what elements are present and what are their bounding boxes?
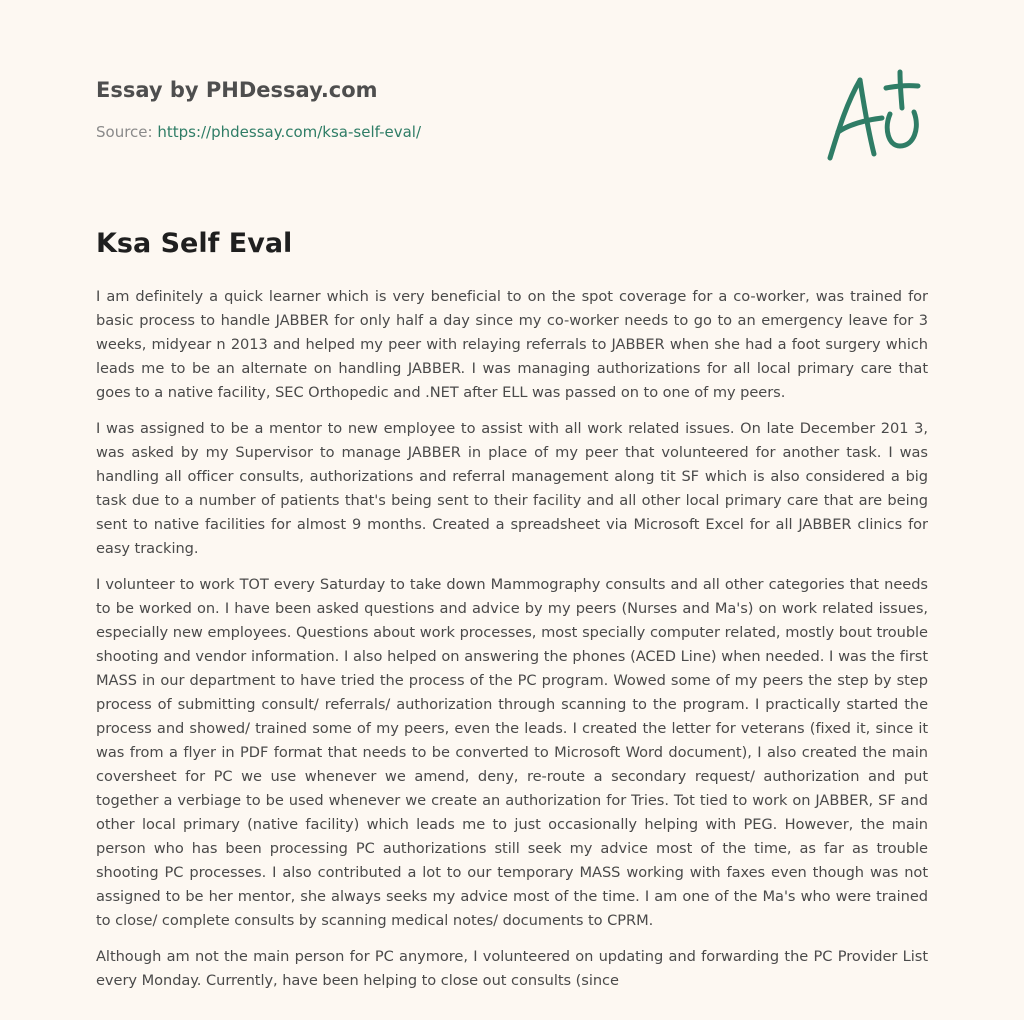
- source-label: Source:: [96, 123, 158, 141]
- page-header: [96, 76, 926, 142]
- a-plus-grade-icon: [820, 66, 930, 166]
- article-title: Ksa Self Eval: [96, 228, 293, 259]
- site-title: Essay by PHDessay.com: [96, 78, 378, 102]
- article-body: [96, 285, 928, 1005]
- paragraph: I volunteer to work TOT every Saturday to take down Mammography consults and all other categories that needs to be worked on. I have been asked questions and advice by my peers (Nurses and Ma's) on work related issues, especially new employees. Questions about work processes, most specially computer related, mostly bout trouble shooting and vendor information. I also helped on answering the phones (ACED Line) when needed. I was the first MASS in our department to have tried the process of the PC program. Wowed some of my peers the step by step process of submitting consult/ referrals/ authorization through scanning to the program. I practically started the process and showed/ trained some of my peers, even the leads. I created the letter for veterans (fixed it, since it was from a flyer in PDF format that needs to be converted to Microsoft Word document), I also created the main coversheet for PC we use whenever we amend, deny, re-route a secondary request/ authorization and put together a verbiage to be used whenever we create an authorization for Tries. Tot tied to work on JABBER, SF and other local primary (native facility) which leads me to just occasionally helping with PEG. However, the main person who has been processing PC authorizations still seek my advice most of the time, as far as trouble shooting PC processes. I also contributed a lot to our temporary MASS working with faxes even though was not assigned to be her mentor, she always seeks my advice most of the time. I am one of the Ma's who were trained to close/ complete consults by scanning medical notes/ documents to CPRM.: [96, 576, 928, 929]
- paragraph: I was assigned to be a mentor to new employee to assist with all work related issues. On late December 201 3, was asked by my Supervisor to manage JABBER in place of my peer that volunteered for another task. I was handling all officer consults, authorizations and referral management along tit SF which is also considered a big task due to a number of patients that's being sent to their facility and all other local primary care that are being sent to native facilities for almost 9 months. Created a spreadsheet via Microsoft Excel for all JABBER clinics for easy tracking.: [96, 420, 928, 557]
- paragraph: I am definitely a quick learner which is very beneficial to on the spot coverage for a co-worker, was trained for basic process to handle JABBER for only half a day since my co-worker needs to go to an emergency leave for 3 weeks, midyear n 2013 and helped my peer with relaying referrals to JABBER when she had a foot surgery which leads me to be an alternate on handling JABBER. I was managing authorizations for all local primary care that goes to a native facility, SEC Orthopedic and .NET after ELL was passed on to one of my peers.: [96, 288, 928, 401]
- source-line: [96, 122, 926, 142]
- source-link[interactable]: https://phdessay.com/ksa-self-eval/: [157, 123, 422, 141]
- paragraph: Although am not the main person for PC anymore, I volunteered on updating and forwarding the PC Provider List every Monday. Currently, have been helping to close out consults (since: [96, 948, 928, 989]
